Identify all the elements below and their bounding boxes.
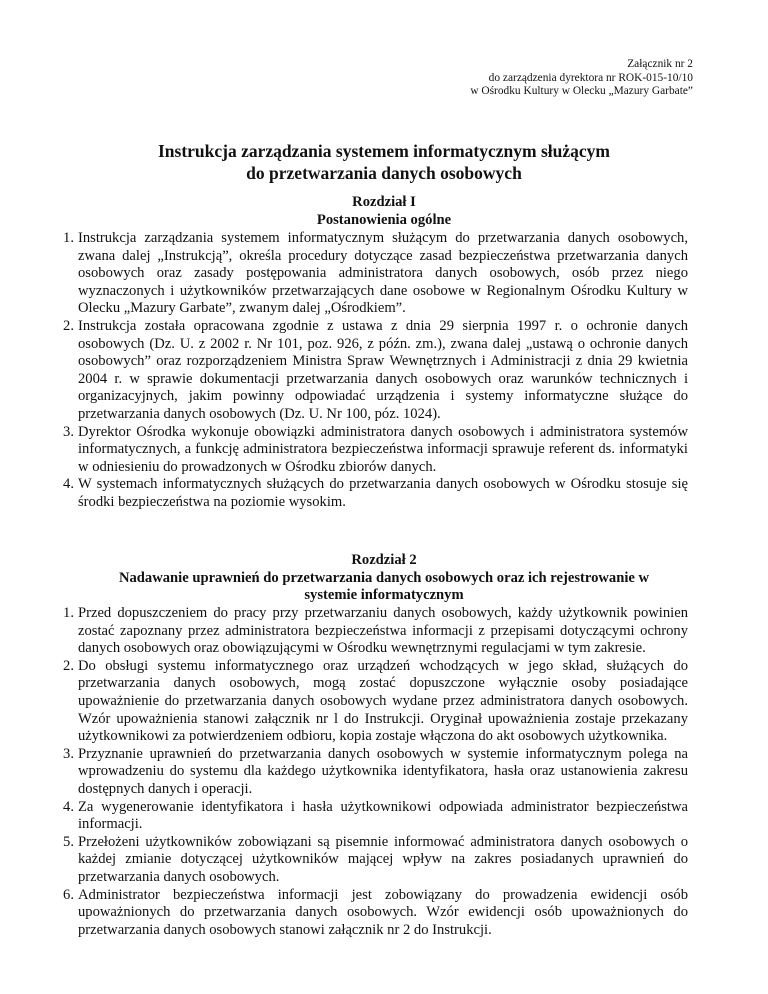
- header-line-2: do zarządzenia dyrektora nr ROK-015-10/10: [488, 71, 693, 84]
- list-item: 2. Do obsługi systemu informatycznego oraz urządzeń wchodzących w jego skład, służących do przetwarzania danych osobowych, mogą zostać dopuszczone wyłącznie osoby posiadające upoważnienie do przetwarzania danych osobowych wydane przez administratora danych osobowych. Wzór upoważnienia stanowi załącznik nr l do Instrukcji. Oryginał upoważnienia zostaje przekazany użytkownikowi za potwierdzeniem odbioru, kopia zostaje włączona do akt osobowych użytkownika.: [63, 657, 688, 745]
- list-item: 6. Administrator bezpieczeństwa informacji jest zobowiązany do prowadzenia ewidencji osób upoważnionych do przetwarzania danych osobowych. Wzór ewidencji osób upoważnionych do przetwarzania danych osobowych stanowi załącznik nr 2 do Instrukcji.: [63, 886, 688, 938]
- document-title: [0, 140, 768, 184]
- title-line-2: do przetwarzania danych osobowych: [246, 163, 522, 183]
- list-item: 4. W systemach informatycznych służących do przetwarzania danych osobowych w Ośrodku stosuje się środki bezpieczeństwa na poziomie wysokim.: [63, 476, 688, 510]
- chapter-1-title: Postanowienia ogólne: [316, 211, 452, 228]
- header-line-3: w Ośrodku Kultury w Olecku „Mazury Garbate”: [470, 85, 693, 98]
- chapter-2-title: Nadawanie uprawnień do przetwarzania danych osobowych oraz ich rejestrowanie w systemie informatycznym: [118, 569, 650, 604]
- list-item: 4. Za wygenerowanie identyfikatora i hasła użytkownikowi odpowiada administrator bezpieczeństwa informacji.: [63, 798, 688, 833]
- chapter-2-label: Rozdział 2: [351, 552, 417, 568]
- list-item: 3. Przyznanie uprawnień do przetwarzania danych osobowych w systemie informatycznym polega na wprowadzeniu do systemu dla każdego użytkownika identyfikatora, hasła oraz ustanowienia zakresu dostępnych danych i operacji.: [63, 745, 688, 797]
- chapter-1-heading: [0, 194, 768, 229]
- list-item: 5. Przełożeni użytkowników zobowiązani są pisemnie informować administratora danych osobowych o każdej zmianie dotyczącej użytkowników mającej wpływ na zakres posiadanych uprawnień do przetwarzania danych osobowych.: [63, 833, 688, 885]
- chapter-1-label: Rozdział I: [352, 194, 416, 210]
- list-item: 1. Instrukcja zarządzania systemem informatycznym służącym do przetwarzania danych osobowych, zwana dalej „Instrukcją”, określa procedury dotyczące zasad bezpieczeństwa przetwarzania danych osobowych oraz zasady postępowania administratora danych osobowych, osób przez niego wyznaczonych i użytkowników przetwarzających dane osobowe w Regionalnym Ośrodku Kultury w Olecku „Mazury Garbate”, zwanym dalej „Ośrodkiem”.: [63, 230, 688, 317]
- chapter-2-list: [48, 605, 688, 939]
- chapter-1-list: [48, 230, 688, 512]
- title-line-1: Instrukcja zarządzania systemem informatycznym służącym: [157, 141, 610, 161]
- list-item: 3. Dyrektor Ośrodka wykonuje obowiązki administratora danych osobowych i administratora systemów informatycznych, a funkcję administratora bezpieczeństwa informacji sprawuje referent ds. informatyki w odniesieniu do prowadzonych w Ośrodku zbiorów danych.: [63, 423, 688, 475]
- chapter-2-heading: [0, 552, 768, 605]
- list-item: 1. Przed dopuszczeniem do pracy przy przetwarzaniu danych osobowych, każdy użytkownik powinien zostać zapoznany przez administratora bezpieczeństwa informacji z przepisami dotyczącymi ochrony danych osobowych oraz obowiązującymi w Ośrodku wewnętrznymi regulacjami w tym zakresie.: [63, 605, 688, 657]
- list-item: 2. Instrukcja została opracowana zgodnie z ustawa z dnia 29 sierpnia 1997 r. o ochronie danych osobowych (Dz. U. z 2002 r. Nr 101, poz. 926, z późn. zm.), zwana dalej „ustawą o ochronie danych osobowych” oraz rozporządzeniem Ministra Spraw Wewnętrznych i Administracji z dnia 29 kwietnia 2004 r. w sprawie dokumentacji przetwarzania danych osobowych oraz warunków technicznych i organizacyjnych, jakim powinny odpowiadać urządzenia i systemy informatyczne służące do przetwarzania danych osobowych (Dz. U. Nr 100, póz. 1024).: [63, 317, 688, 422]
- header-line-1: Załącznik nr 2: [627, 58, 693, 70]
- document-header: [470, 58, 693, 99]
